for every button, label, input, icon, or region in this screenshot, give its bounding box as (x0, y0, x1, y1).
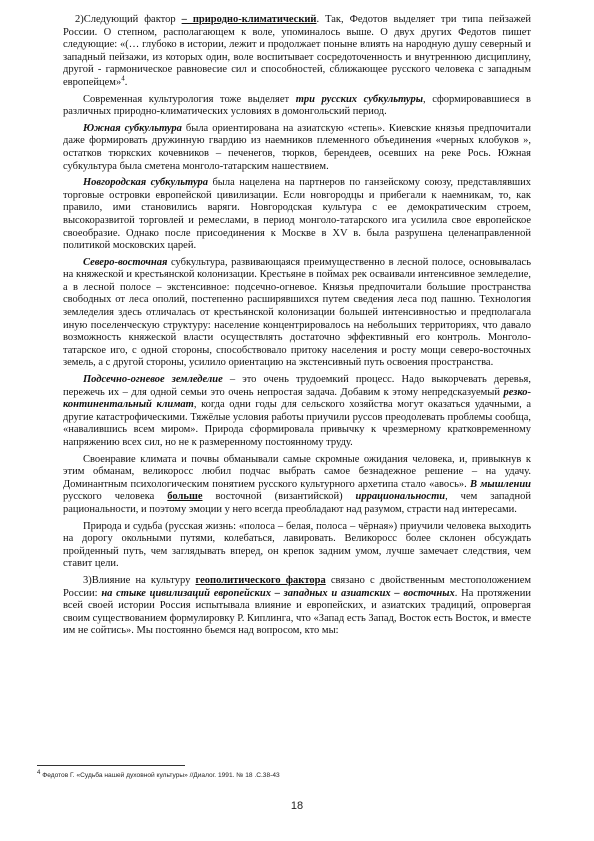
paragraph (63, 94, 531, 119)
body-text (63, 14, 531, 642)
paragraph (63, 177, 531, 253)
emphasized-text: В мышлении (469, 478, 531, 490)
text-run: . Так, Федотов выделяет три типа пейзажей России. О степном, располагающем к воле, упоминалось выше. О двух других Федотов пишет следующие: «(… глубоко в истории, лежит и продолжает поныне влиять на народную душу северный и западный пейзажи, из которых один, воле воспитывает сосредоточенность и внутреннюю дисциплину, другой - гармоническое равновесие сил и способностей, сближающее русского человека с западным европейцем» (63, 14, 531, 88)
paragraph (63, 374, 531, 450)
text-run: Природа и судьба (русская жизнь: «полоса – белая, полоса – чёрная») приучили человека выходить на дорогу окольными путями, колебаться, лавировать. Великоросс более склонен обсуждать пройденный путь, чем заглядывать вперед, он крепок задним умом, лучше замечает следствия, чем ставит цели. (63, 520, 531, 570)
emphasized-text: на стыке цивилизаций европейских – западных и азиатских – восточных (101, 587, 455, 599)
text-run: связано с двойственным местоположением России: (63, 574, 531, 599)
emphasized-text: – природно-климатический (181, 14, 317, 25)
text-run: восточной (византийской) (202, 491, 356, 503)
footnote (37, 771, 537, 780)
paragraph (63, 454, 531, 517)
emphasized-text: Подсечно-огневое земледелие (83, 374, 223, 386)
text-run: . На протяжении всей своей истории Россия испытывала влияние и европейских, и азиатских традиций, опровергая своим существованием формулировку Р. Киплинга, что «Запад есть Запад, Восток есть Восток, и вместе им не сойтись». Мы постоянно бьемся над вопросом, кто мы: (63, 587, 531, 637)
text-run: 2)Следующий фактор (75, 14, 182, 25)
footnote-marker: 4 (37, 769, 41, 776)
footnote-text: Федотов Г. «Судьба нашей духовной культуры» //Диалог. 1991. № 18 .С.38-43 (42, 772, 280, 779)
emphasized-text: Новгородская субкультура (83, 177, 208, 189)
text-run: русского человека (63, 491, 168, 503)
paragraph (63, 14, 531, 90)
paragraph (63, 123, 531, 173)
text-run: была ориентирована на азиатскую «степь». Киевские князья предпочитали даже формировать дружинную гвардию из наемников племенного объединения «черных клобуков », остатков тюркских кочевников – печенегов, тюрков, берендеев, осевших на реке Рось. Южная субкультура была сметена монголо-татарским нашествием. (63, 122, 531, 172)
emphasized-text: резко- континентальный климат (63, 386, 531, 411)
text-run: была нацелена на партнеров по ганзейскому союзу, представлявших торговые островки европейской цивилизации. Если новгородцы и прибегали к наемникам, то, как правило, ими становились варяги. Новгородская культура с ее демократическим строем, высокоразвитой торговлей и ремеслами, в период монголо-татарского ига усилила свое европейское своеобразие. Однако после присоединения к Москве в XV в. была разрушена целенаправленной политикой московских царей. (63, 177, 531, 252)
paragraph (63, 257, 531, 370)
text-run: Своенравие климата и почвы обманывали самые скромные ожидания человека, и, привыкнув к этим обманам, великоросс любил подчас выбрать самое безнадежное решение – на удачу. Доминантным психологическим понятием русского культурного архетипа стало «авось». (63, 453, 531, 490)
text-run: – это очень трудоемкий процесс. Надо выкорчевать деревья, пережечь их – для одной семьи это очень непростая задача. Добавим к этому непредсказуемый (63, 374, 532, 398)
paragraph (63, 575, 531, 638)
emphasized-text: Северо-восточная (83, 256, 168, 268)
text-run: , чем западной рациональности, и поэтому эмоции у него всегда преобладают над разумом, страсти над интересами. (63, 491, 531, 515)
footnote-reference: 4 (121, 74, 125, 83)
emphasized-text: Южная субкультура (83, 122, 182, 134)
text-run: . (124, 76, 128, 88)
emphasized-text: больше (167, 491, 203, 503)
emphasized-text: три русских субкультуры (295, 93, 423, 105)
text-run: Современная культурология тоже выделяет (83, 93, 296, 105)
text-run: субкультура, развивающаяся преимущественно в лесной полосе, основывалась на княжеской и крестьянской колонизации. Крестьяне в поймах рек осваивали интенсивное земледелие, а в лесной полосе – экстенсивное: подсечно-огневое. Князья предпочитали большие пространства свободных от леса ополий, постепенно расширявшихся путем сведения леса под пашню. Технология земледелия здесь отличалась от крестьянской колонизации большей интенсивностью и предполагала иную поселенческую структуру: население концентрировалось на небольших территориях, что давало возможность княжеской власти осуществлять достаточно эффективный его контроль. Монголо-татарское иго, с одной стороны, способствовало притоку населения и росту мощи северо-восточных земель, а с другой стороны, усилило ориентацию на экстенсивный путь освоения пространства. (63, 256, 531, 369)
emphasized-text: иррациональности (355, 491, 446, 503)
text-run: 3)Влияние на культуру (83, 574, 196, 586)
text-run: , когда одни годы для сельского хозяйства могут оказаться удачными, а другие катастрофическими. Тяжёлые условия работы приучили руссов преодолевать проблемы сообща, «навалившись всем миром». Природа сформировала привычку к чрезмерному кратковременному напряжению всех сил, но не к размеренному постоянному труду. (63, 399, 531, 448)
text-run: , сформировавшиеся в различных природно-климатических условиях в домонгольский период. (63, 93, 531, 118)
paragraph (63, 521, 531, 571)
footnote-separator (37, 765, 185, 766)
page-number: 18 (290, 800, 304, 812)
emphasized-text: геополитического фактора (195, 574, 326, 586)
